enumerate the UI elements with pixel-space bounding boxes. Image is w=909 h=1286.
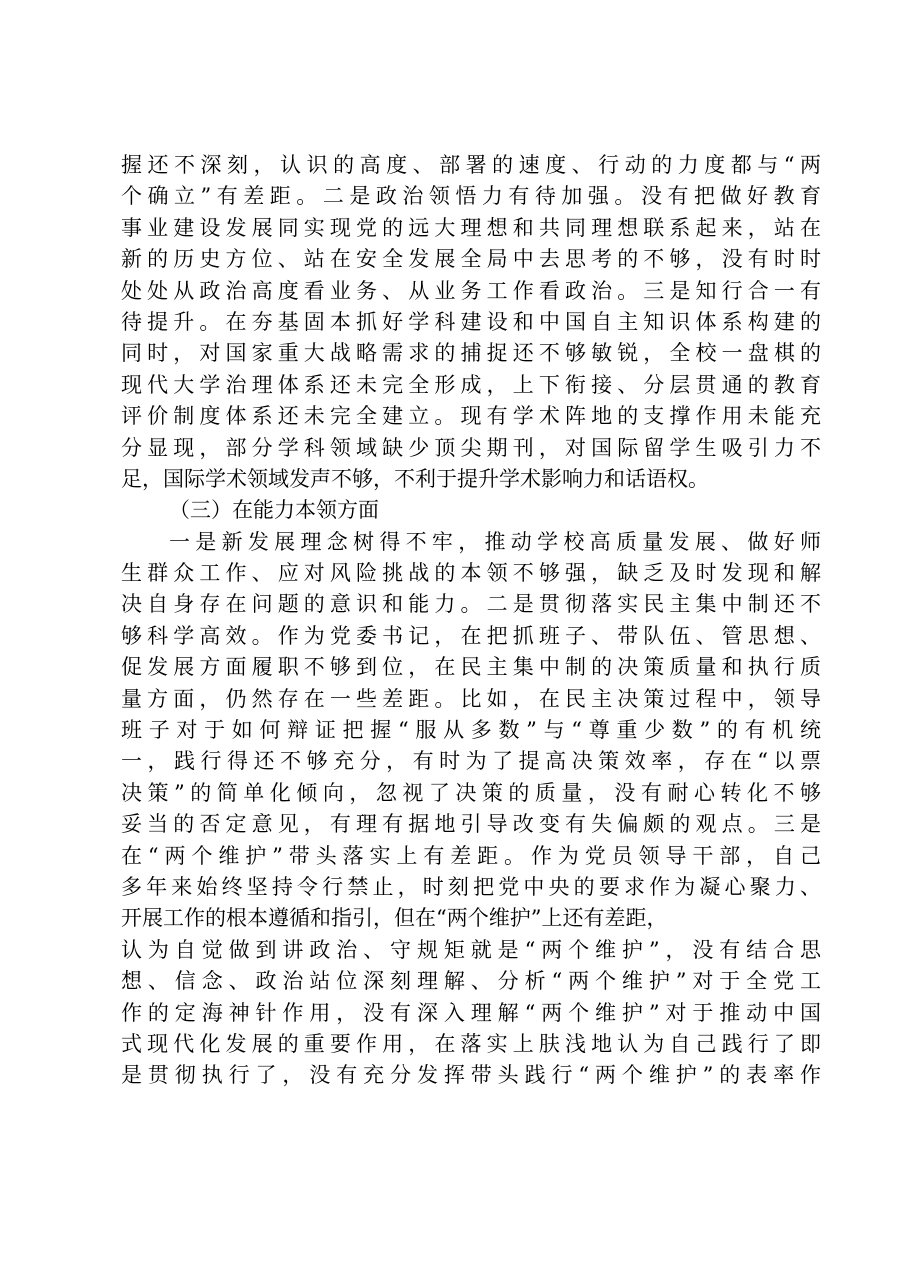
- paragraph-1-line: 足，国际学术领域发声不够，不利于提升学术影响力和话语权。: [121, 466, 709, 491]
- paragraph-1-line: 待提升。在夯基固本抓好学科建设和中国自主知识体系构建的: [121, 309, 821, 334]
- paragraph-2-line: 在“两个维护”带头落实上有差距。作为党员领导干部，自己: [121, 843, 821, 868]
- paragraph-2-line: 促发展方面履职不够到位，在民主集中制的决策质量和执行质: [121, 655, 821, 680]
- paragraph-1-line: 处处从政治高度看业务、从业务工作看政治。三是知行合一有: [121, 278, 821, 303]
- paragraph-2-line: 妥当的否定意见，有理有据地引导改变有失偏颇的观点。三是: [121, 812, 821, 837]
- paragraph-2-line: 一是新发展理念树得不牢，推动学校高质量发展、做好师: [169, 529, 821, 554]
- paragraph-2-line: 是贯彻执行了，没有充分发挥带头践行“两个维护”的表率作: [121, 1063, 821, 1088]
- paragraph-2-line: 量方面，仍然存在一些差距。比如，在民主决策过程中，领导: [121, 686, 821, 711]
- paragraph-2: [121, 527, 821, 1092]
- paragraph-1-line: 现代大学治理体系还未完全形成，上下衔接、分层贯通的教育: [121, 372, 821, 397]
- paragraph-1-line: 分显现，部分学科领域缺少顶尖期刊，对国际留学生吸引力不: [121, 435, 821, 460]
- paragraph-1-line: 新的历史方位、站在安全发展全局中去思考的不够，没有时时: [121, 247, 821, 272]
- paragraph-1-line: 个确立”有差距。二是政治领悟力有待加强。没有把做好教育: [121, 184, 821, 209]
- paragraph-2-line: 决策”的简单化倾向，忽视了决策的质量，没有耐心转化不够: [121, 780, 821, 805]
- paragraph-1-line: 握还不深刻，认识的高度、部署的速度、行动的力度都与“两: [121, 153, 821, 177]
- paragraph-2-line: 开展工作的根本遵循和指引，但在“两个维护”上还有差距，: [121, 906, 668, 931]
- section-heading: （三）在能力本领方面: [169, 498, 379, 523]
- paragraph-2-line: 生群众工作、应对风险挑战的本领不够强，缺乏及时发现和解: [121, 561, 821, 586]
- paragraph-1-line: 事业建设发展同实现党的远大理想和共同理想联系起来，站在: [121, 215, 821, 240]
- paragraph-2-line: 班子对于如何辩证把握“服从多数”与“尊重少数”的有机统: [121, 718, 821, 743]
- paragraph-2-line: 多年来始终坚持令行禁止，时刻把党中央的要求作为凝心聚力、: [121, 874, 821, 899]
- paragraph-2-line: 想、信念、政治站位深刻理解、分析“两个维护”对于全党工: [121, 969, 821, 994]
- paragraph-2-line: 决自身存在问题的意识和能力。二是贯彻落实民主集中制还不: [121, 592, 821, 617]
- paragraph-2-line: 认为自觉做到讲政治、守规矩就是“两个维护”，没有结合思: [121, 937, 821, 962]
- paragraph-1-line: 同时，对国家重大战略需求的捕捉还不够敏锐，全校一盘棋的: [121, 341, 821, 366]
- paragraph-2-line: 式现代化发展的重要作用，在落实上肤浅地认为自己践行了即: [121, 1031, 821, 1056]
- paragraph-2-line: 一，践行得还不够充分，有时为了提高决策效率，存在“以票: [121, 749, 821, 774]
- paragraph-2-line: 作的定海神针作用，没有深入理解“两个维护”对于推动中国: [121, 1000, 821, 1025]
- paragraph-1-line: 评价制度体系还未完全建立。现有学术阵地的支撑作用未能充: [121, 404, 821, 429]
- paragraph-1: [121, 150, 821, 495]
- paragraph-2-line: 够科学高效。作为党委书记，在把抓班子、带队伍、管思想、: [121, 623, 821, 648]
- document-body: [121, 150, 821, 1092]
